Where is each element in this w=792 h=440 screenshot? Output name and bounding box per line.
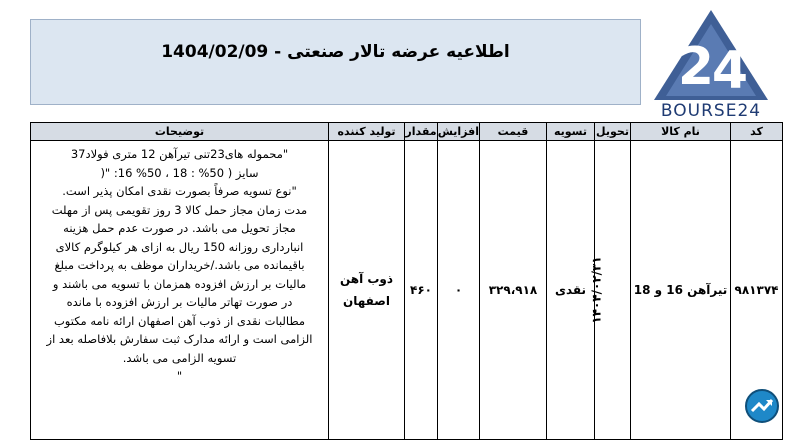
cell-code: ۹۸۱۳۷۴ <box>731 141 783 440</box>
cell-quantity: ۴۶۰ <box>405 141 438 440</box>
svg-text:2: 2 <box>677 37 715 97</box>
notes-line: الزامی است و ارائه مدارک ثبت سفارش بلافاصله بعد از <box>46 332 313 346</box>
table-header-row <box>31 123 783 141</box>
cell-delivery <box>589 141 631 440</box>
notes-line: مدت زمان مجاز حمل کالا 3 روز تقویمی پس از مهلت <box>51 202 308 217</box>
cell-producer: ذوب آهن اصفهان <box>329 141 405 440</box>
notes-line: تسویه الزامی می باشد. <box>122 350 237 365</box>
header-increase: افزایش <box>438 123 480 141</box>
bourse24-logo <box>646 6 776 122</box>
notes-line: باقیمانده می باشد./خریداران موظف به پرداخت مبلغ <box>54 258 305 272</box>
cell-price: ۳۲۹،۹۱۸ <box>480 141 547 440</box>
page-title: اطلاعیه عرضه تالار صنعتی - 1404/02/09 <box>161 42 510 62</box>
logo-text: BOURSE24 <box>660 101 762 121</box>
notes-line: مطالبات نقدی از ذوب آهن اصفهان ارائه نامه مکتوب <box>53 313 306 328</box>
notes-line: مجاز تحویل می باشد. در صورت عدم حمل هزینه <box>63 221 296 235</box>
notes-line: " <box>176 369 183 383</box>
notes-line: مالیات بر ارزش افزوده همزمان با تسویه می باشند و <box>52 276 307 291</box>
header-product: نام کالا <box>631 123 731 141</box>
cell-product: تیرآهن 16 و 18 <box>631 141 731 440</box>
notes-line: "نوع تسویه صرفاً بصورت نقدی امکان پذیر است. <box>62 184 297 198</box>
notes-line: انبارداری روزانه 150 ریال به ازای هر کیلوگرم کالای <box>55 239 304 254</box>
title-banner <box>30 19 641 105</box>
svg-text:4: 4 <box>711 41 749 101</box>
header-delivery: تحویل <box>595 123 631 141</box>
cell-notes <box>31 141 329 440</box>
delivery-date: ۱۴۰۴/۰۲/۳۱ <box>589 256 604 324</box>
table-row <box>31 141 783 440</box>
notes-line: سایز ( 50% : 18 ، 50% 16: "( <box>100 165 259 180</box>
header-code: کد <box>731 123 783 141</box>
notes-line: در صورت تهاتر مالیات بر ارزش افزوده با مانده <box>66 295 293 309</box>
notes-line: "محموله های23تنی تیرآهن 12 متری فولاد37 <box>70 147 289 161</box>
bourse24-logo-icon <box>646 6 776 102</box>
cell-increase: ۰ <box>438 141 480 440</box>
header-price: قیمت <box>480 123 547 141</box>
offer-table <box>30 122 783 440</box>
header-producer: تولید کننده <box>329 123 405 141</box>
trend-arrow-icon <box>745 389 779 423</box>
header-quantity: مقدار <box>405 123 438 141</box>
cell-settlement: نقدی <box>547 141 595 440</box>
header-settlement: تسویه <box>547 123 595 141</box>
header-notes: توضیحات <box>31 123 329 141</box>
